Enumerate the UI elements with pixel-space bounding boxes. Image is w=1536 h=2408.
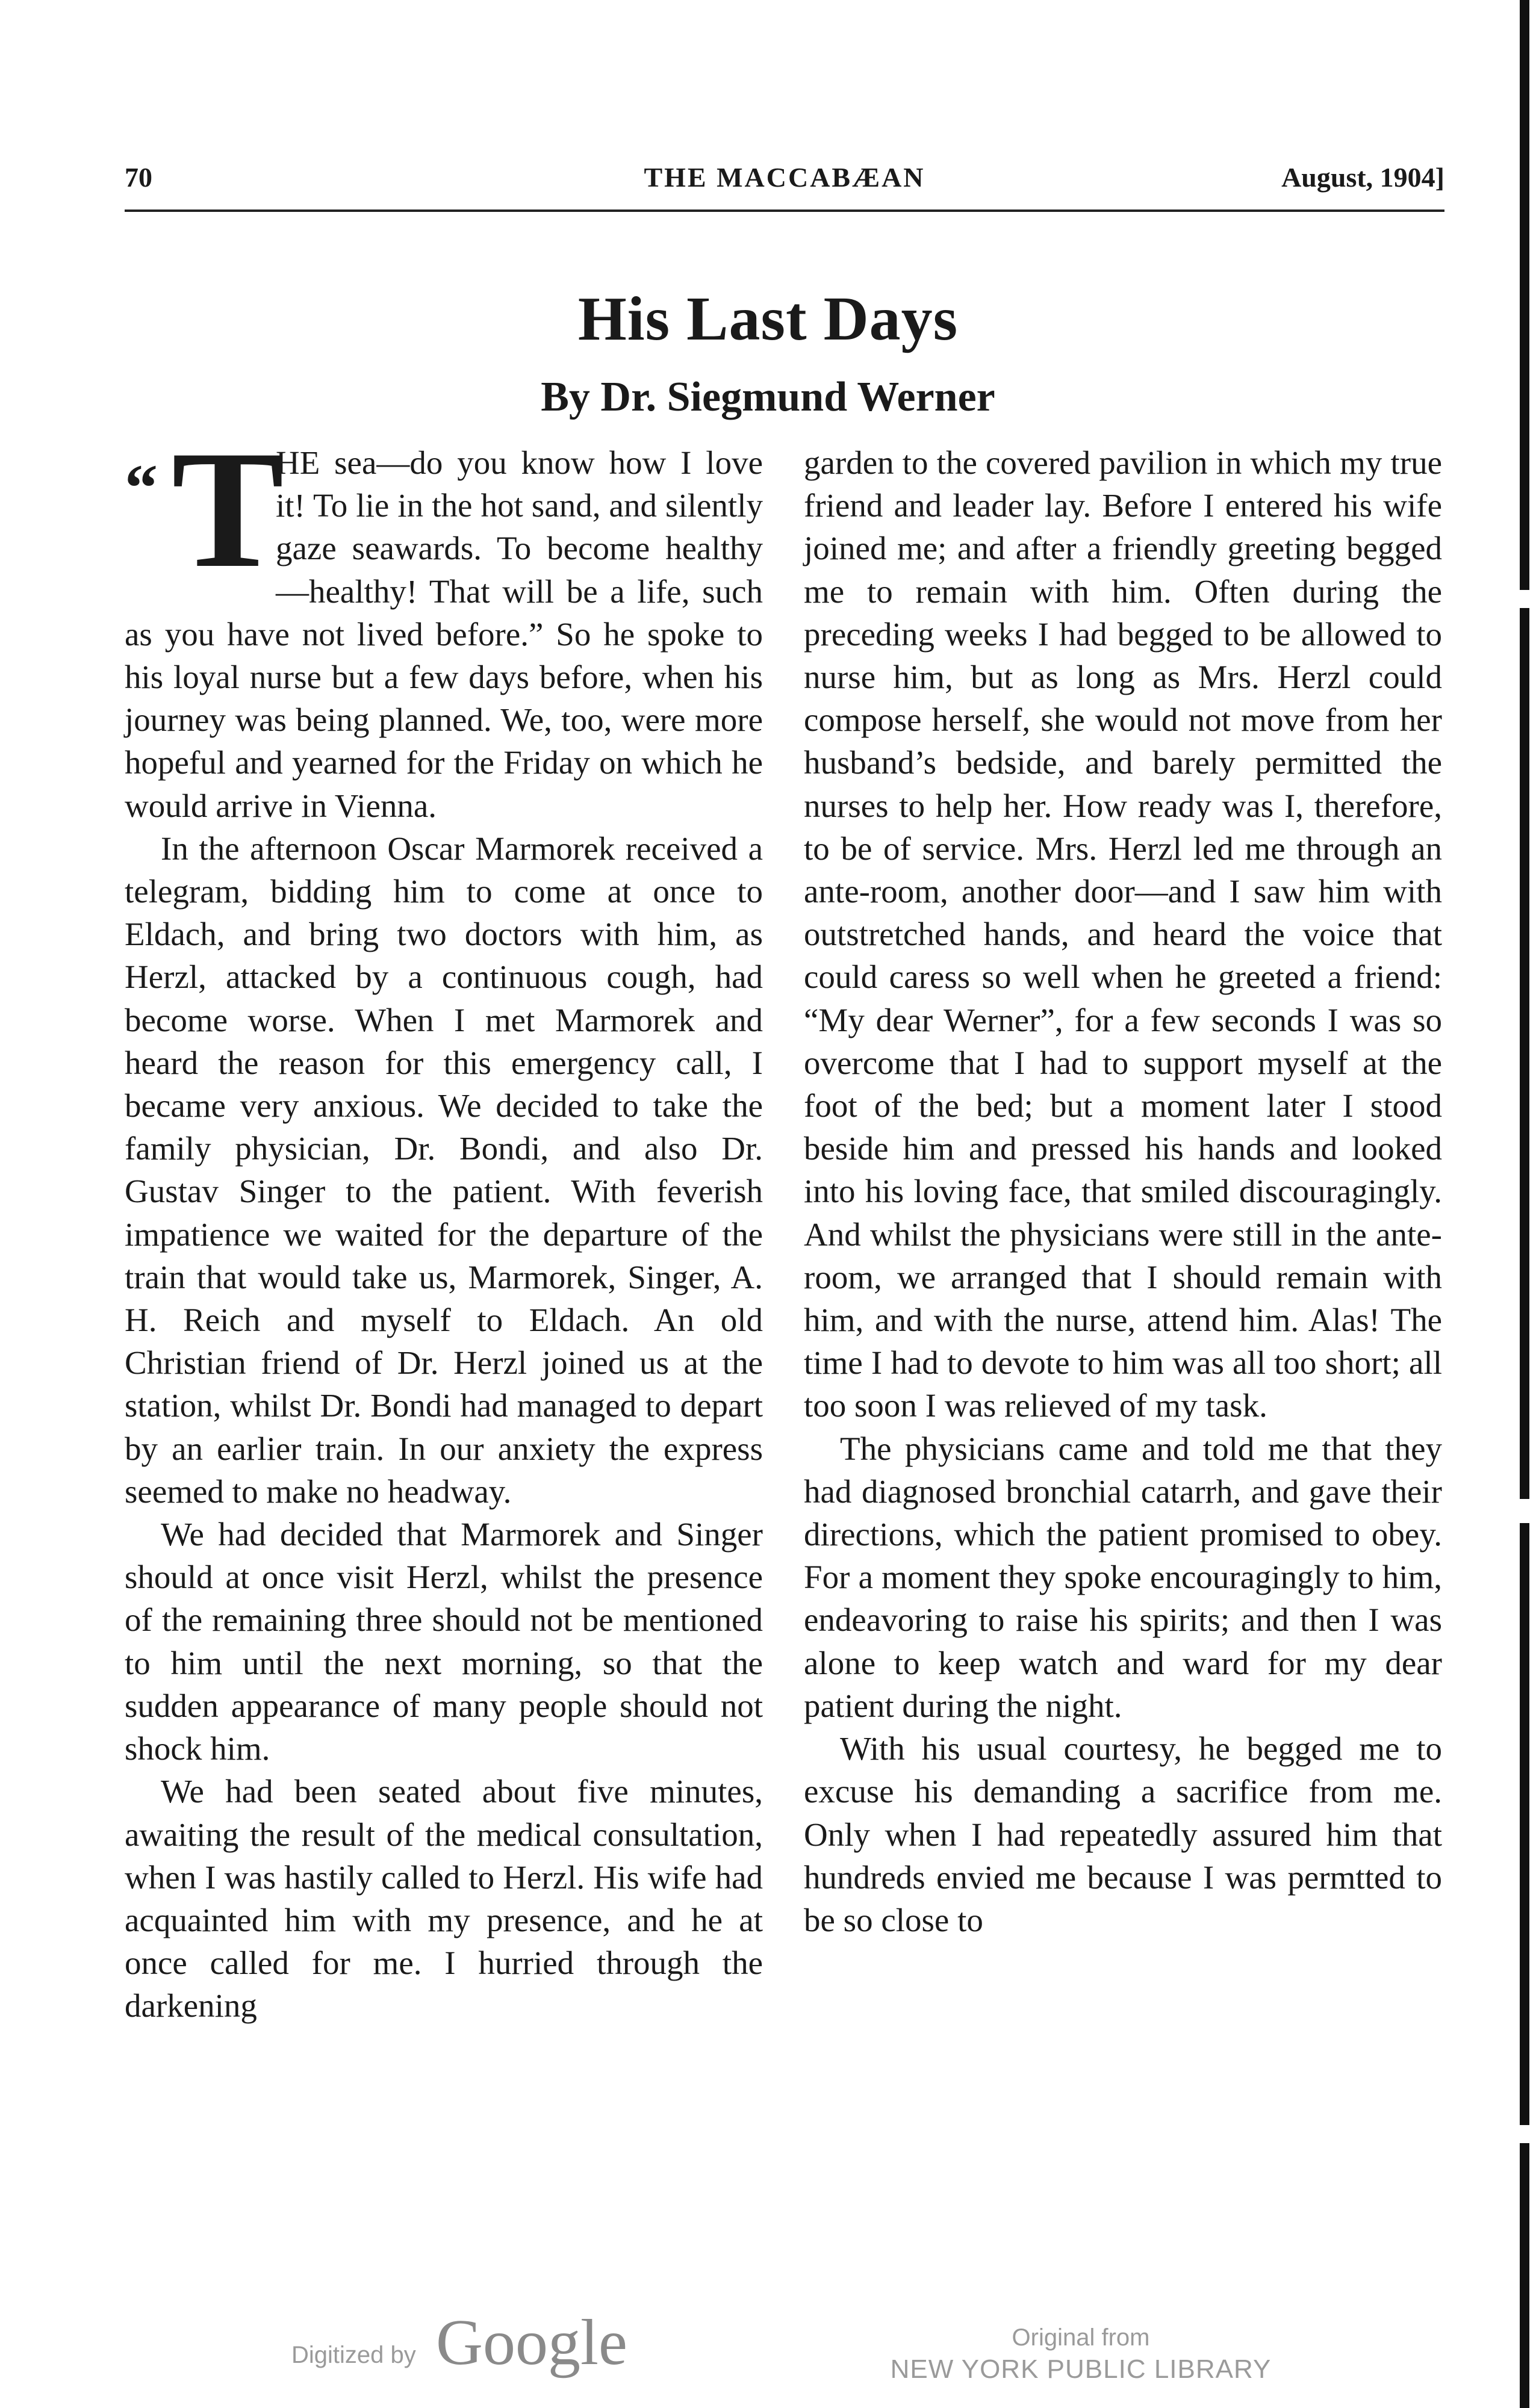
digitized-by-watermark <box>291 2306 629 2378</box>
digitized-by-text: Digitized by <box>291 2342 416 2368</box>
right-column <box>804 441 1442 1941</box>
article-byline: By Dr. Siegmund Werner <box>541 374 995 420</box>
original-source <box>885 2323 1276 2386</box>
drop-cap-letter: T <box>172 415 284 603</box>
paragraph: In the afternoon Oscar Marmorek received a telegram, bidding him to come at once to Eldach, and bring two doctors with him, as Herzl, attacked by a continuous cough, had become worse. When I met Marmorek and heard the reason for this emergency call, I became very anxious. We decided to take the family physician, Dr. Bondi, and also Dr. Gustav Singer to the patient. With feverish impatience we waited for the departure of the train that would take us, Marmorek, Singer, A. H. Reich and myself to Eldach. An old Christian friend of Dr. Herzl joined us at the station, whilst Dr. Bondi had managed to depart by an earlier train. In our anxiety the express seemed to make no headway. <box>125 830 763 1510</box>
article-title: His Last Days <box>577 284 959 353</box>
paragraph: garden to the covered pavilion in which my true friend and leader lay. Before I entered his wife joined me; and after a friendly greeting begged me to remain with him. Often during the preceding weeks I had begged to be allowed to nurse him, but as long as Mrs. Herzl could compose herself, she would not move from her husband’s bedside, and barely permitted the nurses to help her. How ready was I, therefore, to be of service. Mrs. Herzl led me through an ante-room, another door—and I saw him with outstretched hands, and heard the voice that could caress so well when he greeted a friend: “My dear Werner”, for a few seconds I was so overcome that I had to support myself at the foot of the bed; but a moment later I stood beside him and pressed his hands and looked into his loving face, that smiled discouragingly. And whilst the physicians were still in the ante-room, we arranged that I should remain with him, and with the nurse, attend him. Alas! The time I had to devote to him was all too short; all too soon I was relieved of my task. <box>804 444 1442 1424</box>
page-number: 70 <box>125 162 152 193</box>
paragraph: With his usual courtesy, he begged me to excuse his demanding a sacrifice from me. Only when I had repeatedly assured him that hundreds envied me because I was permtted to be so close to <box>804 1730 1442 1938</box>
opening-quote: “ <box>125 451 158 524</box>
paragraph: We had decided that Marmorek and Singer should at once visit Herzl, whilst the presence of the remaining three should not be mentioned to him until the next morning, so that the sudden appearance of many people should not shock him. <box>125 1516 763 1767</box>
header-rule <box>125 209 1444 212</box>
issue-date: August, 1904] <box>1281 162 1444 193</box>
library-name: NEW YORK PUBLIC LIBRARY <box>890 2354 1272 2384</box>
journal-title: THE MACCABÆAN <box>644 162 925 193</box>
paragraph: We had been seated about five minutes, awaiting the result of the medical consultation, when I was hastily called to Herzl. His wife had acquainted him with my presence, and he at once called for me. I hurried through the darkening <box>125 1773 763 2025</box>
running-header <box>125 161 1444 197</box>
left-column <box>125 415 763 2028</box>
original-from-text: Original from <box>1012 2324 1150 2351</box>
paragraph: HE sea—do you know how I love it! To lie in the hot sand, and silently gaze seawards. To become healthy—healthy! That will be a life, such as you have not lived before.” So he spoke to his loyal nurse but a few days before, when his journey was being planned. We, too, were more hopeful and yearned for the Friday on which he would arrive in Vienna. <box>125 444 763 824</box>
google-logo: Google <box>436 2307 627 2379</box>
drop-cap <box>125 415 284 603</box>
binding-edge <box>1520 0 1529 2408</box>
paragraph: The physicians came and told me that they had diagnosed bronchial catarrh, and gave their directions, which the patient promised to obey. For a moment they spoke encouragingly to him, endeavoring to raise his spirits; and then I was alone to keep watch and ward for my dear patient during the night. <box>804 1430 1442 1724</box>
